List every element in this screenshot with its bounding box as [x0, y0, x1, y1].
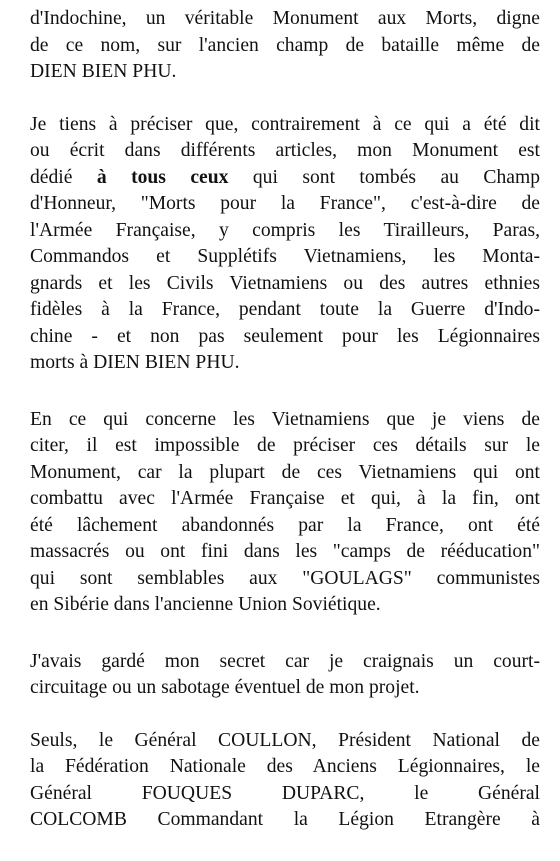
emphasis-text: à tous ceux: [96, 166, 229, 188]
text-line: de ce nom, sur l'ancien champ de bataille même de: [30, 34, 540, 56]
text-line: morts à DIEN BIEN PHU.: [30, 352, 240, 373]
text-line: J'avais gardé mon secret car je craignais un court-: [30, 650, 540, 672]
document-page: [30, 6, 540, 861]
text-line: fidèles à la France, pendant toute la Guerre d'Indo-: [30, 299, 540, 320]
text-line: combattu avec l'Armée Française et qui, à la fin, ont: [30, 488, 540, 509]
text-line: circuitage ou un sabotage éventuel de mon projet.: [30, 677, 420, 698]
text-line: Monument, car la plupart de ces Vietnamiens qui ont: [30, 461, 540, 483]
paragraph-vietnamese: [30, 407, 540, 619]
text-line: citer, il est impossible de préciser ces détails sur le: [30, 435, 540, 456]
text-line: Commandos et Supplétifs Vietnamiens, les Monta-: [30, 246, 540, 267]
text-line: qui sont semblables aux "GOULAGS" communistes: [30, 567, 540, 589]
text-line: chine - et non pas seulement pour les Légionnaires: [30, 325, 540, 347]
text-line: massacrés ou ont fini dans les "camps de rééducation": [30, 541, 540, 562]
text-line: Général FOUQUES DUPARC, le Général: [30, 782, 540, 804]
text-fragment: dédié: [30, 166, 97, 188]
text-line: d'Indochine, un véritable Monument aux Morts, digne: [30, 8, 540, 29]
text-line: été lâchement abandonnés par la France, ont été: [30, 514, 540, 536]
text-line: Seuls, le Général COULLON, Président National de: [30, 729, 540, 751]
text-line: DIEN BIEN PHU.: [30, 61, 177, 82]
paragraph-generals: [30, 728, 540, 834]
text-line: En ce qui concerne les Vietnamiens que je viens de: [30, 408, 540, 430]
text-line: la Fédération Nationale des Anciens Légionnaires, le: [30, 756, 540, 777]
text-line-with-emphasis: [30, 165, 540, 192]
text-line: Je tiens à préciser que, contrairement à ce qui a été dit: [30, 113, 540, 135]
text-line: d'Honneur, "Morts pour la France", c'est-à-dire de: [30, 193, 540, 214]
paragraph-monument-intro: [30, 6, 540, 86]
text-line: COLCOMB Commandant la Légion Etrangère à: [30, 809, 540, 830]
text-line: en Sibérie dans l'ancienne Union Soviétique.: [30, 594, 381, 615]
text-fragment: qui sont tombés au Champ: [228, 166, 540, 188]
text-line: gnards et les Civils Vietnamiens ou des autres ethnies: [30, 272, 540, 294]
paragraph-secret: [30, 649, 540, 702]
paragraph-dedication: [30, 112, 540, 377]
text-line: l'Armée Française, y compris les Tirailleurs, Paras,: [30, 219, 540, 241]
text-line: ou écrit dans différents articles, mon Monument est: [30, 140, 540, 161]
